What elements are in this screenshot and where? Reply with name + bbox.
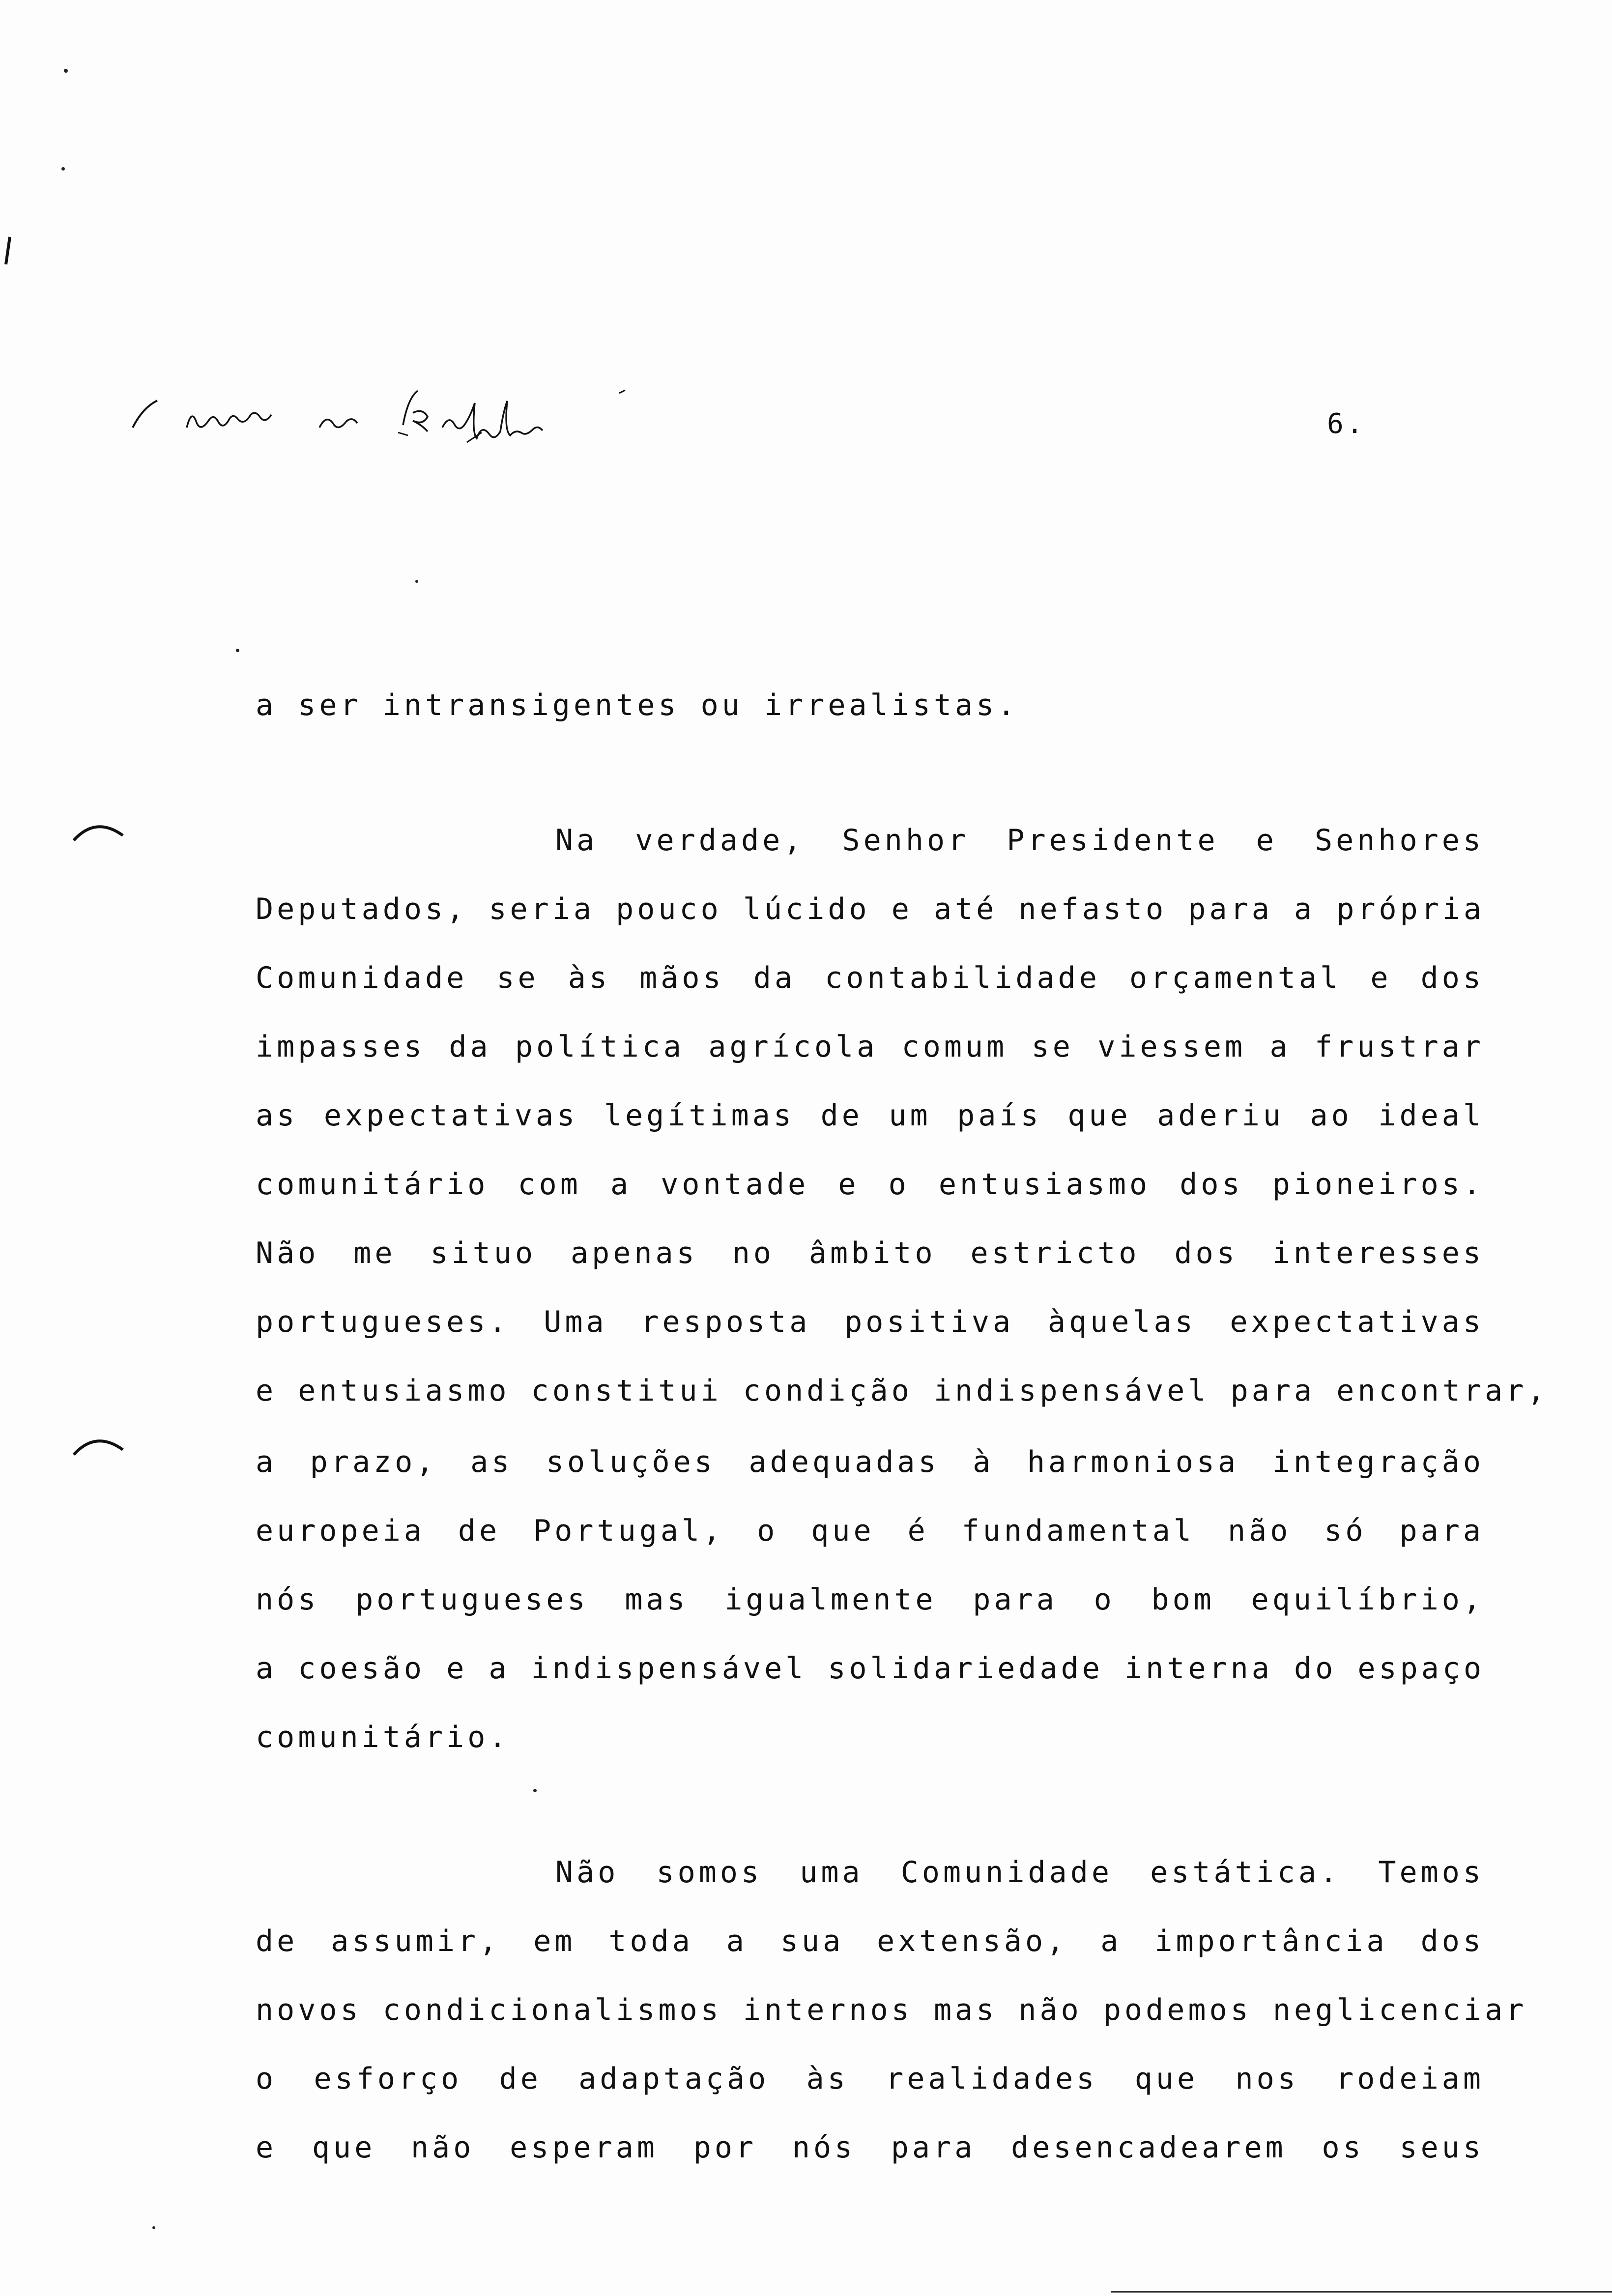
- margin-tick-icon: [4, 236, 11, 265]
- text-line: europeia de Portugal, o que é fundamental não só para: [256, 1514, 1484, 1548]
- scan-speck: [415, 580, 418, 583]
- scan-speck: [152, 2226, 155, 2229]
- text-line: a coesão e a indispensável solidariedade interna do espaço: [256, 1651, 1485, 1686]
- text-line: e que não esperam por nós para desencadearem os seus: [256, 2130, 1484, 2165]
- handwritten-header-note: [123, 373, 713, 452]
- text-line: de assumir, em toda a sua extensão, a importância dos: [256, 1924, 1484, 1958]
- page-number: 6.: [1327, 408, 1366, 440]
- text-line: o esforço de adaptação às realidades que nos rodeiam: [256, 2062, 1484, 2096]
- text-line: portugueses. Uma resposta positiva àquelas expectativas: [256, 1305, 1484, 1339]
- text-line: e entusiasmo constitui condição indispensável para encontrar,: [256, 1374, 1549, 1408]
- text-line: nós portugueses mas igualmente para o bom equilíbrio,: [256, 1582, 1484, 1617]
- text-line: comunitário.: [256, 1720, 510, 1754]
- text-line: a prazo, as soluções adequadas à harmoniosa integração: [256, 1445, 1484, 1479]
- text-line: Não me situo apenas no âmbito estricto dos interesses: [256, 1236, 1484, 1270]
- scan-speck: [533, 1789, 537, 1792]
- punch-hole-arc-icon: [69, 811, 128, 850]
- text-line: impasses da política agrícola comum se viessem a frustrar: [256, 1030, 1484, 1064]
- bottom-edge-rule: [1111, 2291, 1612, 2293]
- text-line: a ser intransigentes ou irrealistas.: [256, 688, 1019, 722]
- text-line: novos condicionalismos internos mas não podemos neglicenciar: [256, 1993, 1527, 2027]
- scan-speck: [236, 649, 239, 652]
- text-line: Deputados, seria pouco lúcido e até nefasto para a própria: [256, 892, 1485, 926]
- punch-hole-arc-icon: [69, 1425, 128, 1464]
- handwriting-signature-icon: [123, 373, 713, 452]
- scan-speck: [64, 69, 68, 73]
- text-line: Na verdade, Senhor Presidente e Senhores: [555, 823, 1484, 858]
- text-line: Não somos uma Comunidade estática. Temos: [555, 1855, 1484, 1890]
- scan-speck: [61, 167, 65, 171]
- text-line: as expectativas legítimas de um país que aderiu ao ideal: [256, 1098, 1484, 1133]
- text-line: Comunidade se às mãos da contabilidade orçamental e dos: [256, 961, 1484, 995]
- text-line: comunitário com a vontade e o entusiasmo dos pioneiros.: [256, 1167, 1484, 1202]
